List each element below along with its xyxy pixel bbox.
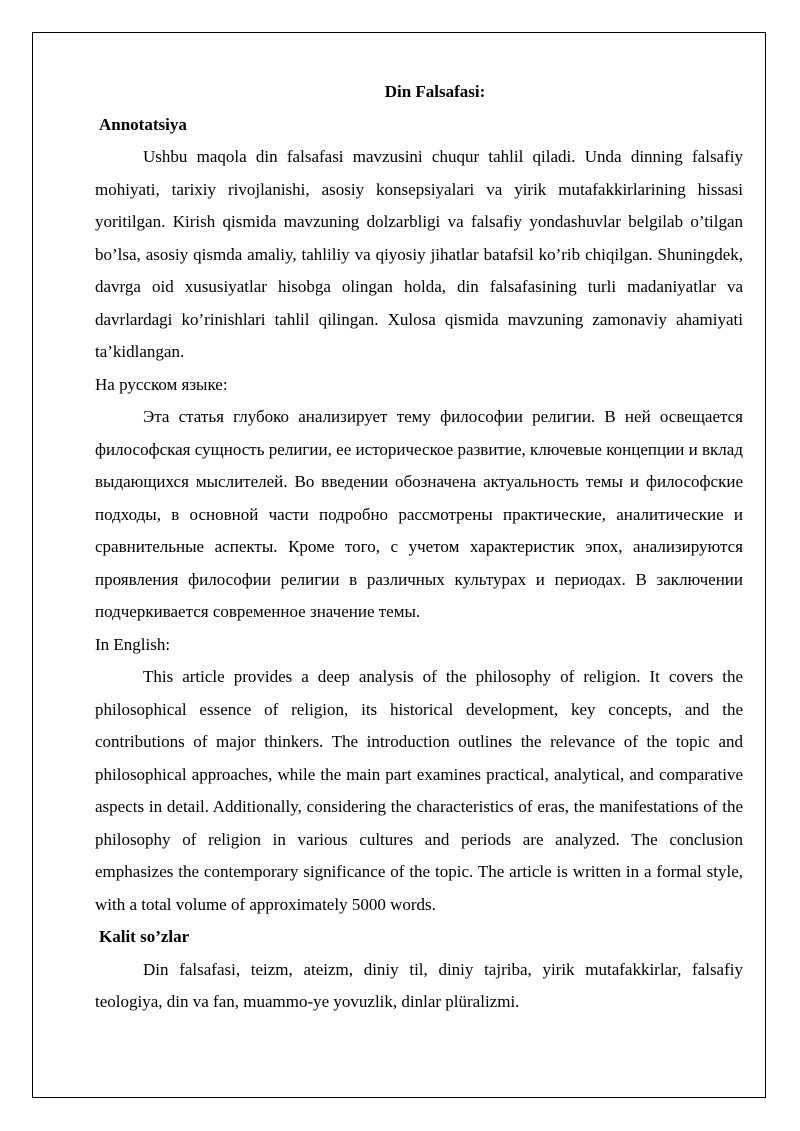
document-body: [95, 76, 743, 1019]
russian-label: На русском языке:: [95, 374, 228, 394]
annotation-english-paragraph: This article provides a deep analysis of the philosophy of religion. It covers the philosophical essence of religion, its historical development, key concepts, and the contributions of major thinkers. The introduction outlines the relevance of the topic and philosophical approaches, while the main part examines practical, analytical, and comparative aspects in detail. Additionally, considering the characteristics of eras, the manifestations of the philosophy of religion in various cultures and periods are analyzed. The conclusion emphasizes the contemporary significance of the topic. The article is written in a formal style, with a total volume of approximately 5000 words.: [95, 667, 743, 914]
english-label: In English:: [95, 634, 171, 654]
annotation-heading: Annotatsiya: [99, 114, 187, 134]
keywords-heading: Kalit so’zlar: [99, 927, 190, 946]
document-title: Din Falsafasi:: [384, 82, 486, 101]
keywords-paragraph: Din falsafasi, teizm, ateizm, diniy til, diniy tajriba, yirik mutafakkirlar, falsafiy teologiya, din va fan, muammo-ye yovuzlik, dinlar plüralizmi.: [95, 959, 743, 1011]
annotation-russian-paragraph: Эта статья глубоко анализирует тему философии религии. В ней освещается философская сущность религии, ее историческое развитие, ключевые концепции и вклад выдающихся мыслителей. Во введении обозначена актуальность темы и философские подходы, в основной части подробно рассмотрены практические, аналитические и сравнительные аспекты. Кроме того, с учетом характеристик эпох, анализируются проявления философии религии в различных культурах и периодах. В заключении подчеркивается современное значение темы.: [95, 407, 743, 621]
annotation-uzbek-paragraph: Ushbu maqola din falsafasi mavzusini chuqur tahlil qiladi. Unda dinning falsafiy mohiyati, tarixiy rivojlanishi, asosiy konsepsiyalari va yirik mutafakkirlarining hissasi yoritilgan. Kirish qismida mavzuning dolzarbligi va falsafiy yondashuvlar belgilab o’tilgan bo’lsa, asosiy qismda amaliy, tahliliy va qiyosiy jihatlar batafsil ko’rib chiqilgan. Shuningdek, davrga oid xususiyatlar hisobga olingan holda, din falsafasining turli madaniyatlar va davrlardagi ko’rinishlari tahlil qilingan. Xulosa qismida mavzuning zamonaviy ahamiyati ta’kidlangan.: [95, 147, 743, 361]
